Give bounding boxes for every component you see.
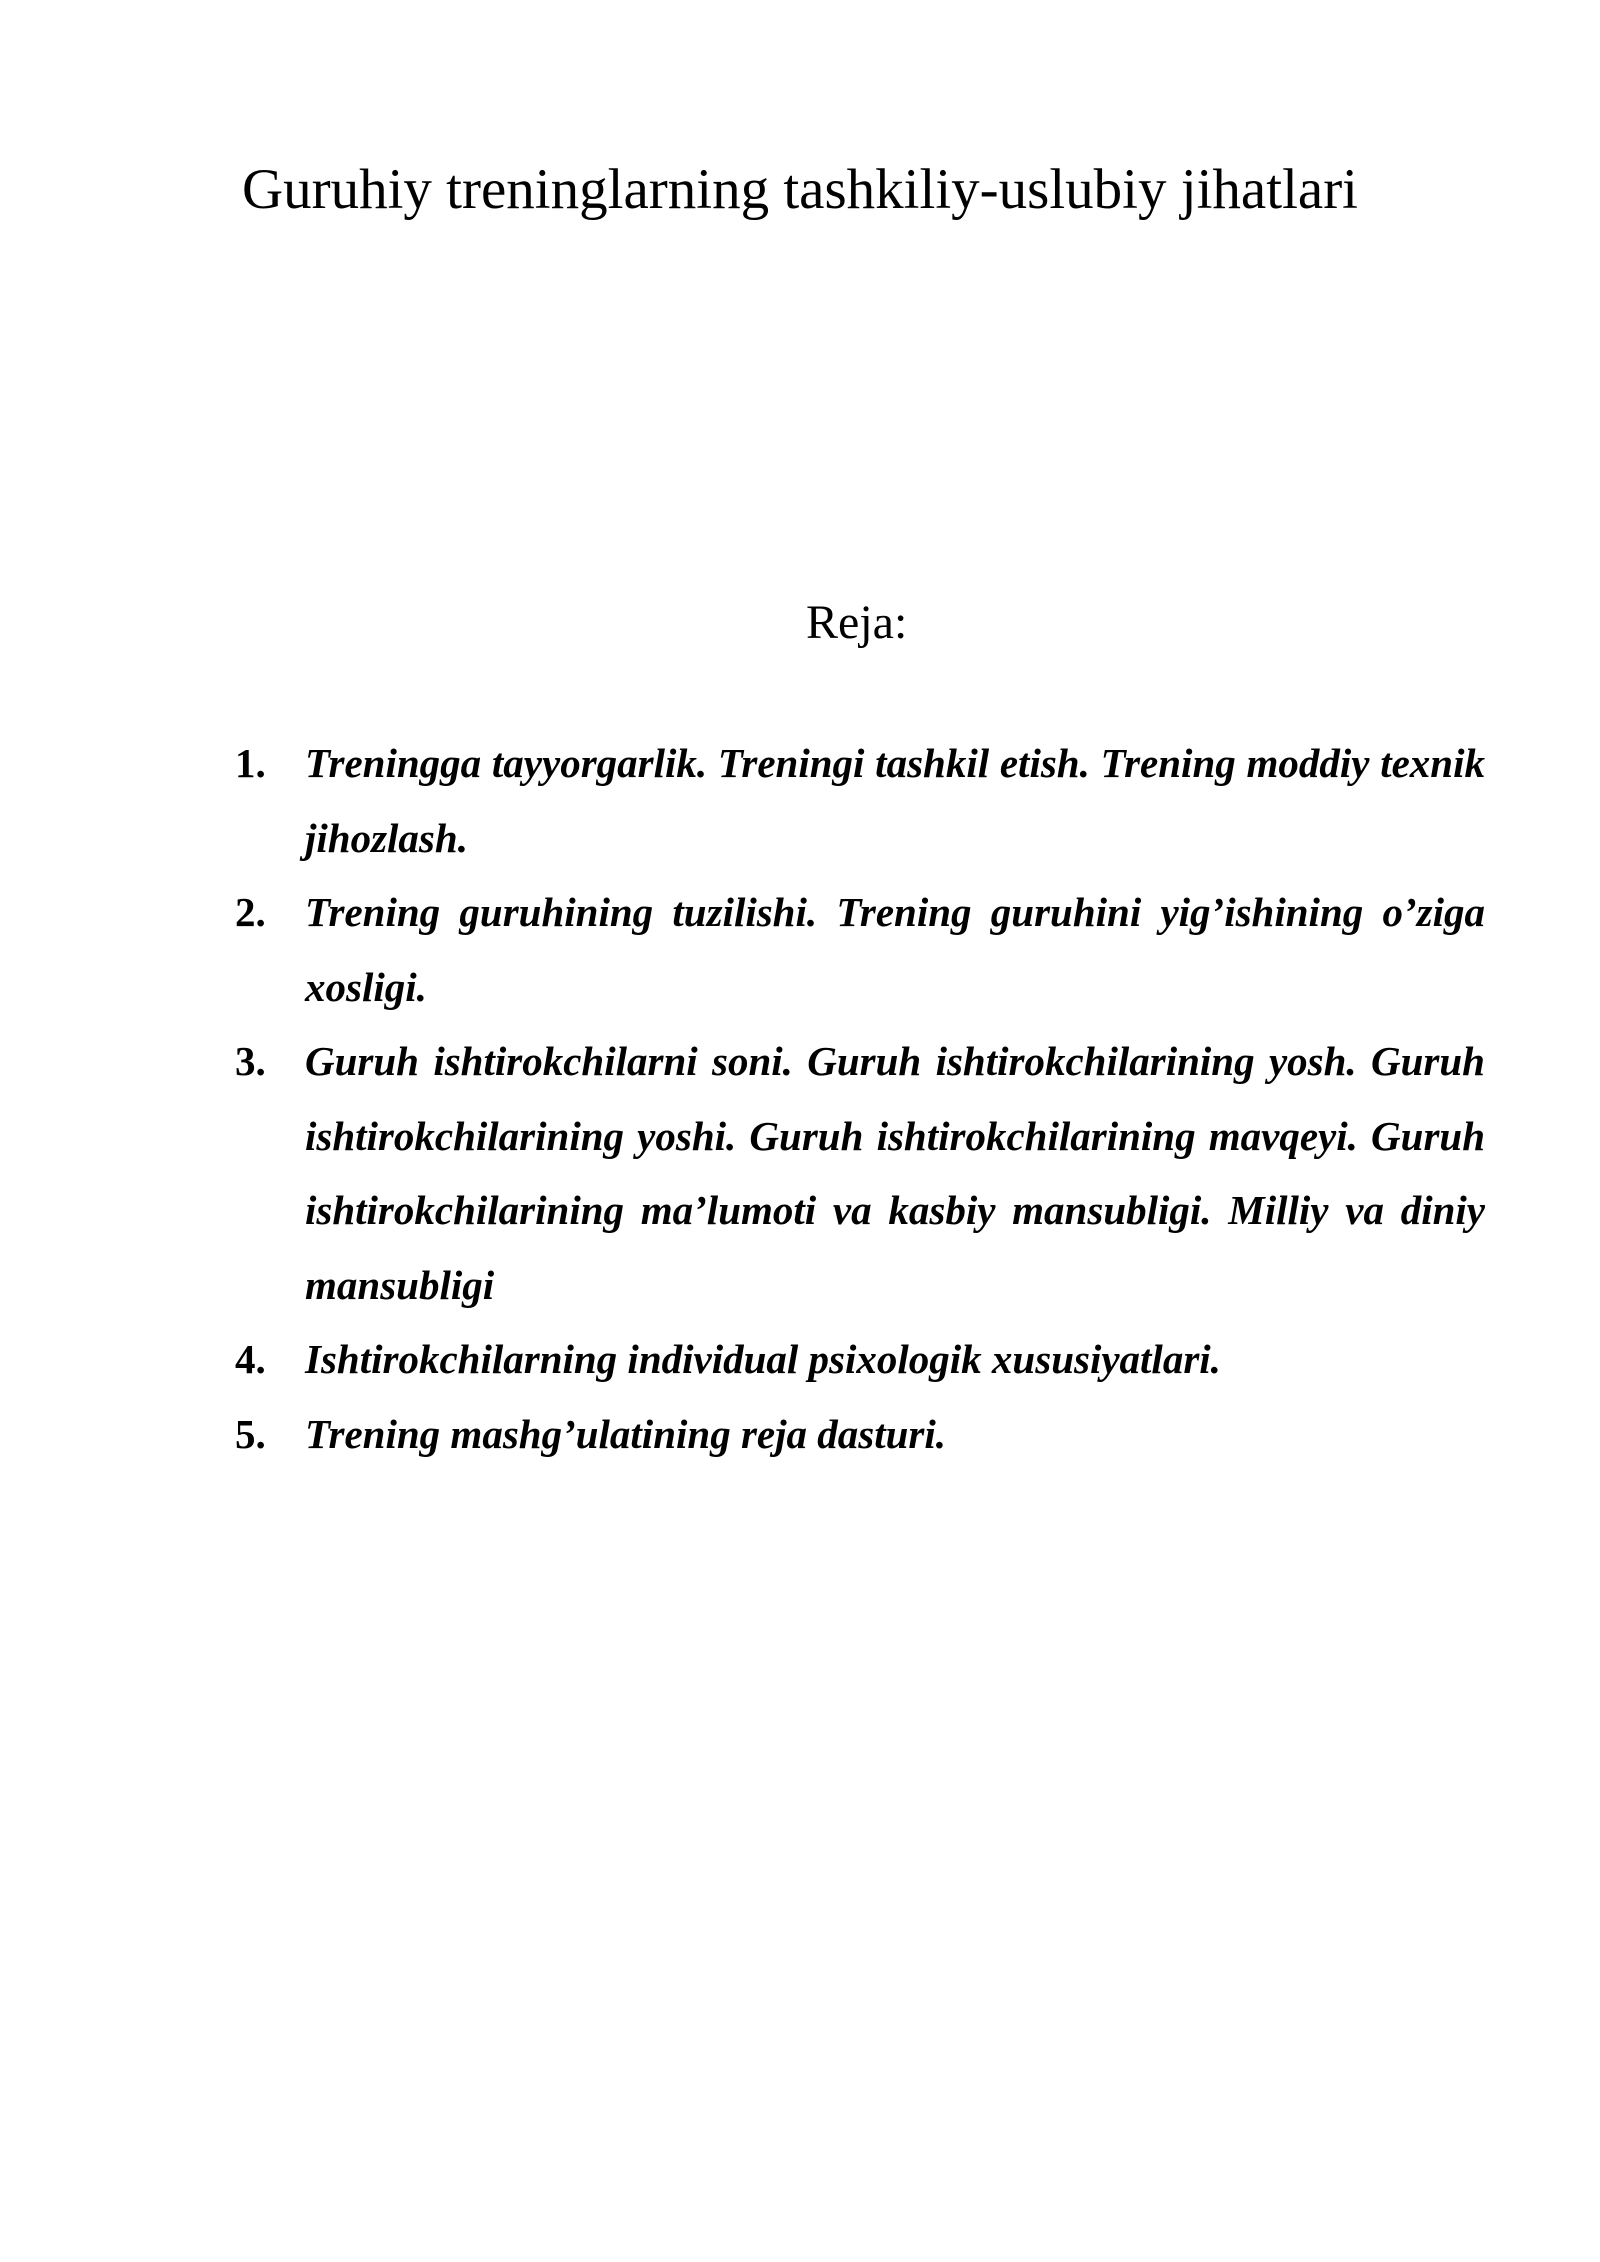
plan-heading: Reja: xyxy=(806,596,908,649)
plan-item-number: 4. xyxy=(235,1336,266,1382)
plan-item xyxy=(235,726,1485,875)
plan-item-number: 5. xyxy=(235,1410,266,1457)
plan-item xyxy=(235,1322,1485,1397)
plan-item xyxy=(235,1024,1485,1322)
plan-list xyxy=(235,726,1485,1471)
plan-item-text: Ishtirokchilarning individual psixologik xususiyatlari. xyxy=(305,1336,1221,1382)
plan-item-text: Guruh ishtirokchilarni soni. Guruh ishtirokchilarining yosh. Guruh ishtirokchilarining yoshi. Guruh ishtirokchilarining mavqeyi. Guruh ishtirokchilarining ma’lumoti va kasbiy mansubligi. Milliy va diniy mansubligi xyxy=(305,1038,1485,1308)
plan-item-text: Trening mashg’ulatining reja dasturi. xyxy=(305,1410,946,1457)
document-title: Guruhiy treninglarning tashkiliy-uslubiy jihatlari xyxy=(241,158,1359,221)
plan-item-number: 2. xyxy=(235,889,266,935)
plan-item xyxy=(235,1397,1485,1472)
plan-item-text: Trening guruhining tuzilishi. Trening guruhini yig’ishining o’ziga xosligi. xyxy=(305,889,1485,1010)
plan-item-text: Treningga tayyorgarlik. Treningi tashkil etish. Trening moddiy texnik jihozlash. xyxy=(305,740,1485,861)
plan-item-number: 3. xyxy=(235,1038,266,1084)
plan-item-number: 1. xyxy=(235,740,266,786)
plan-item xyxy=(235,875,1485,1024)
